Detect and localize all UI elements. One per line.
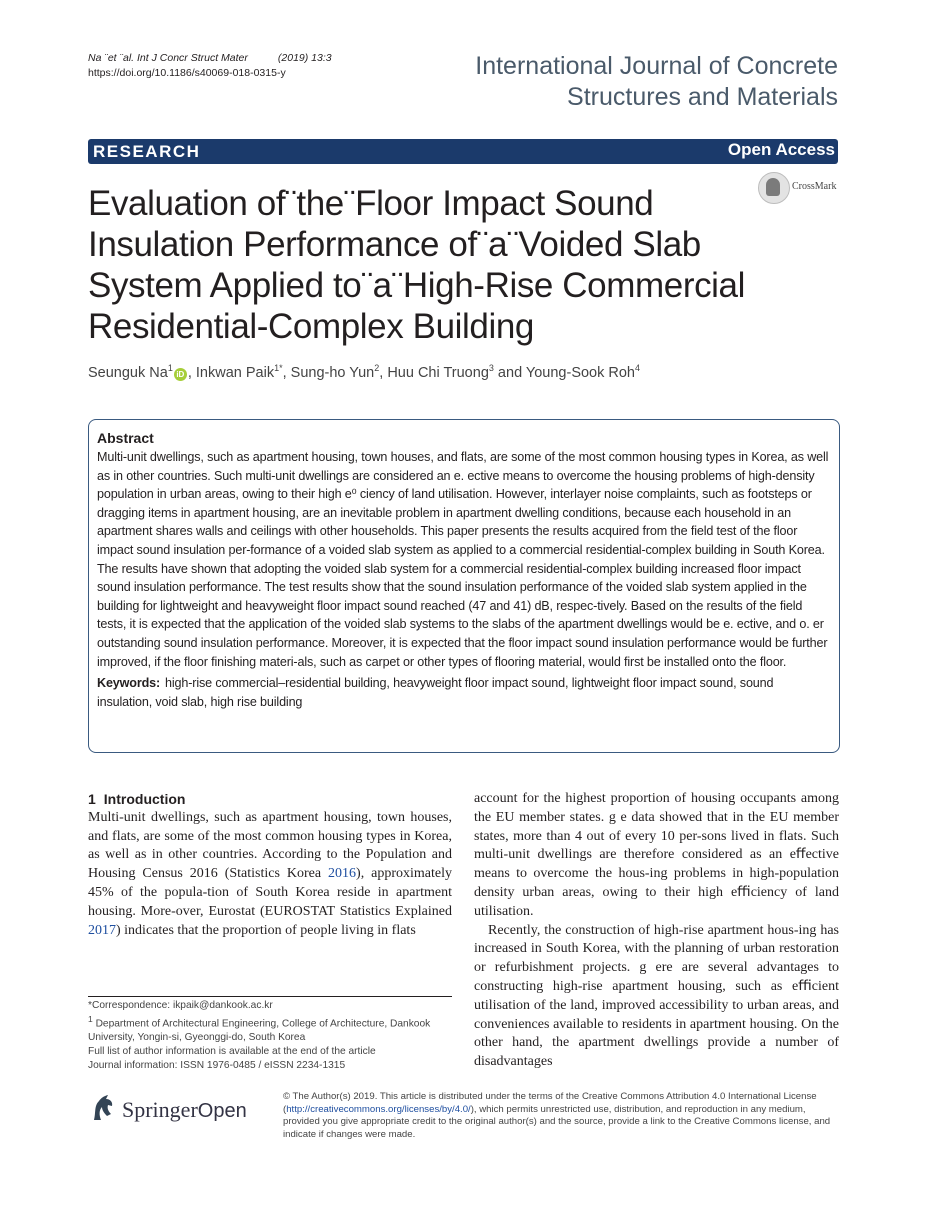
footnotes	[88, 999, 452, 1072]
publisher-name-open: Open	[197, 1100, 247, 1122]
author-affiliation-sup: 1*	[274, 363, 283, 373]
article-type-banner	[88, 139, 838, 164]
paragraph-text: Multi-unit dwellings, such as apartment housing, town houses, and flats, are some of the most common housing types in Korea, as well as in other countries. According to the Population and Housing Census 2016 (Statistics Korea	[88, 809, 452, 882]
author-name[interactable]: and Young-Sook Roh	[493, 364, 635, 381]
abstract-text: Multi-unit dwellings, such as apartment housing, town houses, and flats, are some of the most common housing types in Korea, as well as in other countries. Such multi-unit dwellings are considered an e. ective means to overcome the housing problems of high-density population in urban areas, owing to their high e⁰ ciency of land utilisation. However, interlayer noise complaints, such as footsteps or dragging items in apartment housing, are an inevitable problem in apartment dwelling conditions, because each household in an apartment shares walls and ceilings with other households. This paper presents the results acquired from the field test of the floor impact sound insulation per-formance of a voided slab system as applied to a commercial residential-complex building in South Korea. The results have shown that adopting the voided slab system for a commercial residential-complex building increased floor impact sound insulation performance. The test results show that the sound insulation performance of the voided slab system applied in the building for lightweight and heavyweight floor impact sound reached (47 and 41) dB, respec-tively. Based on the results of the field tests, it is expected that the application of the voided slab systems to the slabs of the apartment dwellings would be e. ective, and o. er outstanding sound insulation performance. Moreover, it is expected that the floor impact sound insulation performance would be further improved, if the floor finishing materi-als, such as carpet or other types of flooring material, would first be installed onto the floor.	[97, 450, 829, 669]
author-affiliation-sup: 4	[635, 363, 641, 373]
author-affiliation-sup: 3	[488, 363, 494, 373]
keywords	[97, 674, 830, 711]
publisher-logo[interactable]	[88, 1092, 268, 1128]
body-column-left	[88, 790, 452, 940]
abstract-heading: Abstract	[97, 430, 154, 446]
paragraph-text: ) indicates that the proportion of people living in flats	[116, 922, 416, 938]
section-heading	[88, 790, 452, 809]
affiliation-sup: 1	[88, 1013, 93, 1024]
journal-title-line-2: Structures and Materials	[567, 83, 838, 111]
crossmark-label: CrossMark	[792, 181, 837, 192]
author-info-note: Full list of author information is available at the end of the article	[88, 1045, 376, 1057]
citation-authors: Na ¨et ¨al. Int J Concr Struct Mater	[88, 52, 248, 64]
paragraph	[88, 809, 452, 941]
keywords-list: high-rise commercial–residential building, heavyweight floor impact sound, lightweight floor impact sound, sound insulation, void slab, high rise building	[97, 676, 774, 709]
body-column-right	[474, 790, 839, 1072]
section-title: Introduction	[103, 791, 186, 807]
paragraph: account for the highest proportion of housing occupants among the EU member states. g e data showed that in the EU member states, more than 4 out of every 10 per-sons lived in flats. Such multi-unit dwellings are therefore considered as an eﬀective means to overcome the hous-ing problems in high-population density urban areas, owing to their high eﬃciency of land utilisation.	[474, 791, 839, 919]
publisher-name-springer: Springer	[122, 1097, 198, 1122]
article-citation-header	[88, 51, 332, 81]
paragraph: Recently, the construction of high-rise apartment hous-ing has increased in South Korea, with the planning of urban restoration or refurbishment projects. g ere are several advantages to constructing high-rise apartment housing, such as eﬃcient utilisation of the land, improved accessibility to urban areas, and conveniences available to residents in apartment housing. On the other hand, the apartment dwellings provide a number of disadvantages	[474, 922, 839, 1070]
open-access-label: Open Access	[727, 140, 835, 159]
citation-link[interactable]: 2016	[328, 866, 357, 882]
journal-title	[475, 51, 838, 113]
abstract-box	[88, 419, 840, 753]
article-type-label: RESEARCH	[93, 142, 201, 161]
affiliation-text: Department of Architectural Engineering, College of Architecture, Dankook University, Yongin-si, Gyeonggi-do, South Korea	[88, 1018, 431, 1043]
publisher-name	[122, 1097, 247, 1123]
keywords-label: Keywords:	[97, 676, 161, 691]
author-name[interactable]: , Inkwan Paik	[187, 364, 275, 381]
license-link[interactable]: http://creativecommons.org/licenses/by/4.0/	[286, 1103, 471, 1115]
orcid-icon[interactable]: iD	[174, 368, 187, 381]
paragraph-text: ), approximately 45% of the popula-tion of South Korea reside in apartment housing. More-over, Eurostat (EUROSTAT Statistics Explained	[88, 866, 452, 919]
author-name[interactable]: , Sung-ho Yun	[282, 364, 375, 381]
section-number: 1	[88, 791, 96, 807]
author-affiliation-sup: 1	[167, 363, 173, 373]
footnote-divider	[88, 996, 452, 997]
journal-info-note: Journal information: ISSN 1976-0485 / eISSN 2234-1315	[88, 1059, 346, 1071]
journal-title-line-1: International Journal of Concrete	[475, 52, 838, 80]
correspondence-note: *Correspondence: ikpaik@dankook.ac.kr	[88, 1000, 273, 1011]
crossmark-badge[interactable]	[758, 172, 868, 204]
springer-horse-icon	[90, 1092, 116, 1124]
author-affiliation-sup: 2	[374, 363, 380, 373]
author-list	[88, 358, 848, 383]
license-text: © The Author(s) 2019. This article is distributed under the terms of the Creative Commons Attribution 4.0 International License (	[283, 1091, 817, 1115]
author-name[interactable]: , Huu Chi Truong	[379, 364, 489, 381]
article-title: Evaluation of¨the¨Floor Impact Sound Insulation Performance of¨a¨Voided Slab System Applied to¨a¨High-Rise Commercial Residential-Complex Building	[88, 184, 745, 346]
license-notice	[283, 1091, 839, 1141]
license-text: ), which permits unrestricted use, distribution, and reproduction in any medium, provided you give appropriate credit to the original author(s) and the source, provide a link to the Creative Commons license, and indicate if changes were made.	[283, 1103, 831, 1140]
author-name[interactable]: Seunguk Na	[88, 364, 168, 381]
affiliation-note	[88, 1013, 452, 1045]
citation-link[interactable]: 2017	[88, 922, 116, 938]
citation-year-volume: (2019) 13:3	[277, 52, 332, 64]
doi-link[interactable]: https://doi.org/10.1186/s40069-018-0315-y	[88, 67, 286, 79]
